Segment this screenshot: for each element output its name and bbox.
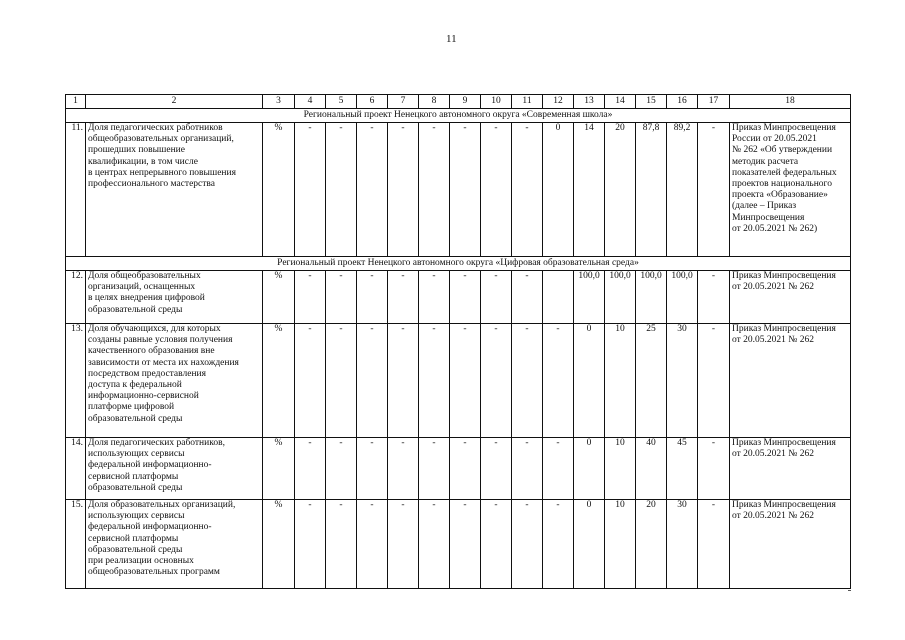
value-cell: - (295, 438, 326, 500)
value-cell: - (295, 123, 326, 257)
value-cell: - (357, 438, 388, 500)
column-number-row (66, 95, 851, 109)
section-row (66, 109, 851, 123)
value-cell: - (450, 500, 481, 589)
basis-cell: Приказ Минпросвещения от 20.05.2021 № 262 (730, 500, 851, 589)
value-cell: - (326, 271, 357, 324)
section-title: Региональный проект Ненецкого автономного округа «Современная школа» (66, 109, 851, 123)
value-cell: - (481, 123, 512, 257)
column-header: 14 (605, 95, 636, 109)
value-cell: 0 (574, 438, 605, 500)
value-cell: - (357, 500, 388, 589)
value-cell: - (512, 123, 543, 257)
value-cell: - (295, 271, 326, 324)
value-cell: - (388, 271, 419, 324)
value-cell: 0 (574, 500, 605, 589)
column-header: 7 (388, 95, 419, 109)
value-cell: - (450, 123, 481, 257)
column-header: 6 (357, 95, 388, 109)
section-row (66, 257, 851, 271)
value-cell: 40 (636, 438, 667, 500)
table-row (66, 271, 851, 324)
value-cell: - (481, 438, 512, 500)
value-cell: 89,2 (667, 123, 698, 257)
table-row (66, 500, 851, 589)
column-header: 5 (326, 95, 357, 109)
basis-cell: Приказ Минпросвещения России от 20.05.2021 № 262 «Об утверждении методик расчета показателей федеральных проектов национального проекта «Образование» (далее – Приказ Минпросвещения от 20.05.2021 № 262) (730, 123, 851, 257)
value-cell (543, 271, 574, 324)
value-cell: - (419, 271, 450, 324)
unit-cell: % (263, 271, 295, 324)
row-number: 11. (66, 123, 86, 257)
column-header: 2 (86, 95, 263, 109)
value-cell: - (512, 271, 543, 324)
value-cell: - (326, 438, 357, 500)
column-header: 8 (419, 95, 450, 109)
value-cell: 30 (667, 500, 698, 589)
indicator-name: Доля педагогических работников общеобразовательных организаций, прошедших повышение квалификации, в том числе в центрах непрерывного повышения профессионального мастерства (86, 123, 263, 257)
basis-cell: Приказ Минпросвещения от 20.05.2021 № 262 (730, 271, 851, 324)
value-cell: - (357, 324, 388, 438)
value-cell: - (388, 324, 419, 438)
indicator-name: Доля педагогических работников, использующих сервисы федеральной информационно- сервисной платформы образовательной среды (86, 438, 263, 500)
value-cell: - (326, 324, 357, 438)
column-header: 13 (574, 95, 605, 109)
value-cell: - (481, 271, 512, 324)
page-number: 11 (446, 33, 457, 45)
value-cell: - (450, 271, 481, 324)
value-cell: - (419, 123, 450, 257)
value-cell: 14 (574, 123, 605, 257)
value-cell: - (698, 324, 730, 438)
value-cell: 10 (605, 500, 636, 589)
value-cell: - (295, 500, 326, 589)
value-cell: - (481, 500, 512, 589)
unit-cell: % (263, 123, 295, 257)
value-cell: - (450, 324, 481, 438)
column-header: 9 (450, 95, 481, 109)
table-row (66, 123, 851, 257)
value-cell: 45 (667, 438, 698, 500)
column-header: 16 (667, 95, 698, 109)
column-header: 4 (295, 95, 326, 109)
value-cell: - (543, 324, 574, 438)
indicator-name: Доля обучающихся, для которых созданы равные условия получения качественного образования вне зависимости от места их нахождения посредством предоставления доступа к федеральной информационно-сервисной платформе цифровой образовательной среды (86, 324, 263, 438)
value-cell: - (698, 438, 730, 500)
row-number: 14. (66, 438, 86, 500)
value-cell: - (543, 438, 574, 500)
value-cell: - (419, 438, 450, 500)
value-cell: - (357, 123, 388, 257)
scan-mark (848, 590, 851, 591)
table-row (66, 438, 851, 500)
value-cell: - (698, 271, 730, 324)
value-cell: 87,8 (636, 123, 667, 257)
row-number: 15. (66, 500, 86, 589)
value-cell: 100,0 (574, 271, 605, 324)
column-header: 3 (263, 95, 295, 109)
column-header: 10 (481, 95, 512, 109)
value-cell: - (388, 438, 419, 500)
column-header: 17 (698, 95, 730, 109)
value-cell: - (481, 324, 512, 438)
value-cell: - (698, 500, 730, 589)
value-cell: 100,0 (667, 271, 698, 324)
value-cell: 20 (605, 123, 636, 257)
unit-cell: % (263, 324, 295, 438)
value-cell: - (512, 324, 543, 438)
value-cell: - (419, 500, 450, 589)
indicator-name: Доля образовательных организаций, использующих сервисы федеральной информационно- сервисной платформы образовательной среды при реализации основных общеобразовательных программ (86, 500, 263, 589)
unit-cell: % (263, 438, 295, 500)
row-number: 13. (66, 324, 86, 438)
value-cell: - (698, 123, 730, 257)
value-cell: - (326, 123, 357, 257)
column-header: 1 (66, 95, 86, 109)
value-cell: - (388, 123, 419, 257)
value-cell: - (295, 324, 326, 438)
value-cell: - (512, 500, 543, 589)
row-number: 12. (66, 271, 86, 324)
column-header: 11 (512, 95, 543, 109)
basis-cell: Приказ Минпросвещения от 20.05.2021 № 262 (730, 324, 851, 438)
value-cell: - (512, 438, 543, 500)
value-cell: 30 (667, 324, 698, 438)
value-cell: 20 (636, 500, 667, 589)
column-header: 12 (543, 95, 574, 109)
value-cell: 0 (543, 123, 574, 257)
value-cell: - (357, 271, 388, 324)
value-cell: 0 (574, 324, 605, 438)
section-title: Региональный проект Ненецкого автономного округа «Цифровая образовательная среда» (66, 257, 851, 271)
value-cell: - (543, 500, 574, 589)
value-cell: - (388, 500, 419, 589)
value-cell: 25 (636, 324, 667, 438)
value-cell: 10 (605, 438, 636, 500)
value-cell: 100,0 (605, 271, 636, 324)
basis-cell: Приказ Минпросвещения от 20.05.2021 № 262 (730, 438, 851, 500)
value-cell: - (419, 324, 450, 438)
value-cell: - (326, 500, 357, 589)
table-row (66, 324, 851, 438)
indicator-table (65, 94, 851, 589)
column-header: 15 (636, 95, 667, 109)
value-cell: - (450, 438, 481, 500)
value-cell: 10 (605, 324, 636, 438)
indicator-name: Доля общеобразовательных организаций, оснащенных в целях внедрения цифровой образовательной среды (86, 271, 263, 324)
value-cell: 100,0 (636, 271, 667, 324)
unit-cell: % (263, 500, 295, 589)
column-header: 18 (730, 95, 851, 109)
